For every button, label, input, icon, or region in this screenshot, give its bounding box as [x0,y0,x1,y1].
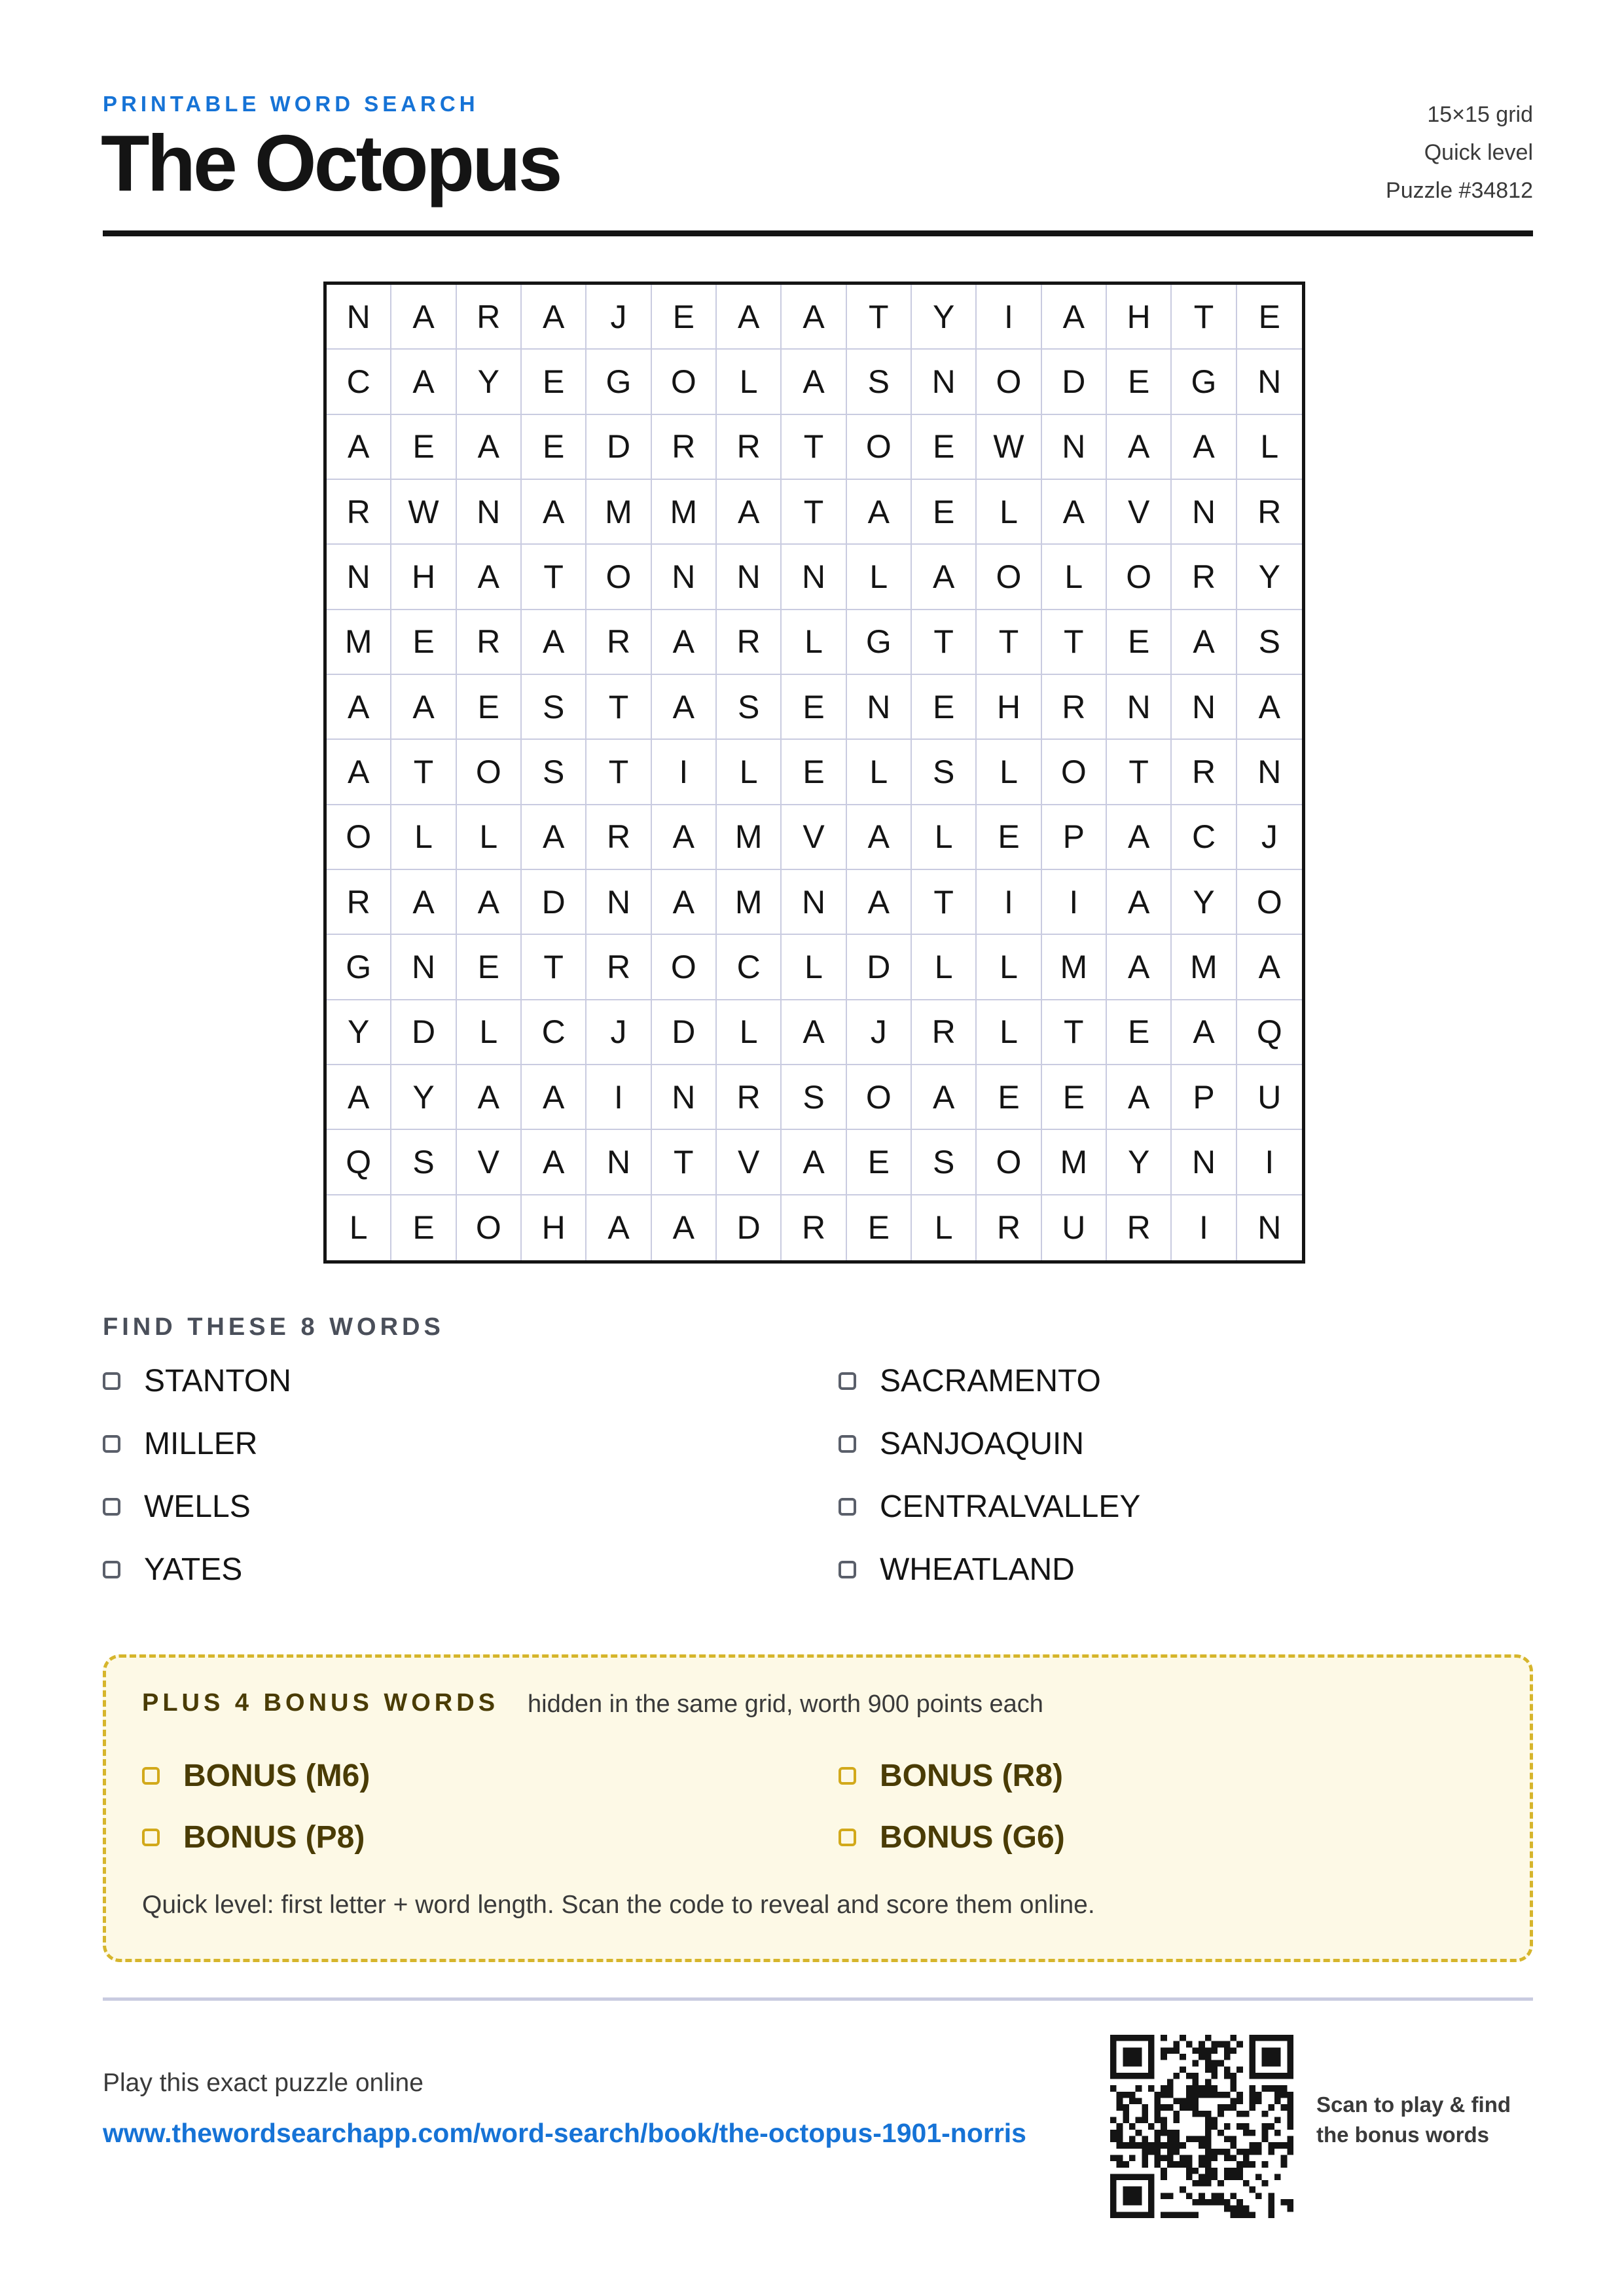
grid-cell[interactable]: O [977,350,1041,414]
grid-cell[interactable]: E [912,480,977,545]
grid-cell[interactable]: N [457,480,522,545]
grid-cell[interactable]: A [1107,1065,1172,1130]
grid-cell[interactable]: L [782,610,846,675]
grid-cell[interactable]: O [586,545,651,610]
grid-cell[interactable]: E [847,1195,912,1260]
grid-cell[interactable]: L [717,350,782,414]
footer-rule [103,1997,1533,2001]
grid-cell[interactable]: O [847,1065,912,1130]
grid-cell[interactable]: L [847,545,912,610]
grid-cell[interactable]: A [782,1130,846,1195]
grid-cell[interactable]: M [1042,935,1107,1000]
checkbox-icon[interactable] [839,1767,856,1785]
grid-cell[interactable]: O [652,350,717,414]
grid-cell[interactable]: L [717,1000,782,1065]
grid-cell[interactable]: A [847,480,912,545]
grid-cell[interactable]: N [586,1130,651,1195]
grid-cell[interactable]: I [977,285,1041,350]
checkbox-icon[interactable] [839,1372,856,1390]
grid-cell[interactable]: I [1172,1195,1236,1260]
grid-cell[interactable]: A [847,805,912,870]
grid-cell[interactable]: A [847,870,912,935]
grid-cell[interactable]: V [717,1130,782,1195]
grid-cell[interactable]: O [847,415,912,480]
grid-cell[interactable]: E [782,740,846,805]
word-item[interactable] [103,1426,257,1462]
grid-cell[interactable]: E [457,935,522,1000]
page-title: The Octopus [101,118,560,208]
grid-cell[interactable]: L [847,740,912,805]
grid-cell[interactable]: A [391,870,456,935]
grid-cell[interactable]: I [652,740,717,805]
word-label: STANTON [144,1364,291,1398]
grid-cell[interactable]: A [1172,610,1236,675]
grid-cell[interactable]: D [391,1000,456,1065]
grid-cell[interactable]: R [1237,480,1302,545]
grid-cell[interactable]: A [652,675,717,740]
grid-cell[interactable]: O [327,805,391,870]
grid-cell[interactable]: A [522,480,586,545]
bonus-item[interactable] [142,1819,365,1855]
grid-cell[interactable]: T [586,740,651,805]
grid-cell[interactable]: U [1237,1065,1302,1130]
grid-cell[interactable]: T [1042,1000,1107,1065]
grid-cell[interactable]: A [522,285,586,350]
grid-cell[interactable]: W [391,480,456,545]
grid-cell[interactable]: L [912,1195,977,1260]
grid-cell[interactable]: V [782,805,846,870]
grid-cell[interactable]: N [1042,415,1107,480]
grid-cell[interactable]: J [586,285,651,350]
grid-cell[interactable]: S [912,740,977,805]
grid-cell[interactable]: R [1172,545,1236,610]
grid-cell[interactable]: A [327,675,391,740]
grid-cell[interactable]: D [717,1195,782,1260]
grid-cell[interactable]: A [391,285,456,350]
grid-cell[interactable]: W [977,415,1041,480]
grid-cell[interactable]: S [847,350,912,414]
grid-cell[interactable]: E [782,675,846,740]
grid-cell[interactable]: T [1042,610,1107,675]
checkbox-icon[interactable] [103,1561,120,1578]
grid-cell[interactable]: N [391,935,456,1000]
grid-cell[interactable]: L [1042,545,1107,610]
grid-cell[interactable]: E [652,285,717,350]
grid-cell[interactable]: R [652,415,717,480]
word-label: WELLS [144,1489,251,1524]
grid-cell[interactable]: Y [1237,545,1302,610]
grid-cell[interactable]: J [586,1000,651,1065]
grid-cell[interactable]: A [1042,480,1107,545]
grid-cell[interactable]: A [391,675,456,740]
grid-cell[interactable]: Y [457,350,522,414]
word-label: WHEATLAND [880,1552,1075,1587]
grid-cell[interactable]: A [782,1000,846,1065]
grid-cell[interactable]: A [522,610,586,675]
bonus-note: Quick level: first letter + word length. Scan the code to reveal and score them online. [142,1891,1095,1919]
checkbox-icon[interactable] [103,1498,120,1516]
grid-cell[interactable]: V [457,1130,522,1195]
grid-cell[interactable]: A [391,350,456,414]
grid-cell[interactable]: R [327,870,391,935]
grid-cell[interactable]: A [522,805,586,870]
grid-cell[interactable]: M [327,610,391,675]
grid-cell[interactable]: R [912,1000,977,1065]
grid-cell[interactable]: A [457,415,522,480]
grid-cell[interactable]: T [912,870,977,935]
grid-cell[interactable]: D [586,415,651,480]
word-item[interactable] [839,1363,1101,1399]
checkbox-icon[interactable] [839,1561,856,1578]
grid-cell[interactable]: R [457,285,522,350]
grid-cell[interactable]: A [717,480,782,545]
grid-cell[interactable]: E [977,805,1041,870]
grid-cell[interactable]: N [912,350,977,414]
grid-cell[interactable]: O [1237,870,1302,935]
grid-cell[interactable]: L [977,740,1041,805]
grid-cell[interactable]: C [522,1000,586,1065]
word-item[interactable] [839,1426,1084,1462]
grid-cell[interactable]: N [1257,1209,1282,1247]
grid-cell[interactable]: M [1172,935,1236,1000]
grid-cell[interactable]: N [782,545,846,610]
puzzle-meta [1386,96,1533,210]
grid-cell[interactable]: I [586,1065,651,1130]
grid-cell[interactable]: A [1172,415,1236,480]
grid-cell[interactable]: E [391,610,456,675]
checkbox-icon[interactable] [142,1829,160,1846]
grid-cell[interactable]: T [652,1130,717,1195]
grid-cell[interactable]: D [1042,350,1107,414]
word-label: CENTRALVALLEY [880,1489,1141,1524]
grid-cell[interactable]: E [391,1195,456,1260]
grid-cell[interactable]: L [977,935,1041,1000]
grid-cell[interactable]: A [652,805,717,870]
grid-cell[interactable]: L [912,805,977,870]
grid-cell[interactable]: L [782,935,846,1000]
grid-cell[interactable]: N [782,870,846,935]
grid-cell[interactable]: H [977,675,1041,740]
grid-cell[interactable]: E [977,1065,1041,1130]
grid-cell[interactable]: Q [327,1130,391,1195]
checkbox-icon[interactable] [839,1498,856,1516]
grid-cell[interactable]: A [1107,870,1172,935]
grid-cell[interactable]: O [1107,545,1172,610]
grid-cell[interactable]: N [847,675,912,740]
grid-cell[interactable]: A [522,1130,586,1195]
grid-cell[interactable]: D [522,870,586,935]
grid-cell[interactable]: N [652,545,717,610]
checkbox-icon[interactable] [103,1435,120,1453]
grid-cell[interactable]: Y [1172,870,1236,935]
grid-cell[interactable]: R [717,610,782,675]
grid-cell[interactable]: A [912,1065,977,1130]
grid-cell[interactable]: D [847,935,912,1000]
grid-cell[interactable]: A [327,740,391,805]
grid-cell[interactable]: N [1237,350,1302,414]
grid-cell[interactable]: T [586,675,651,740]
grid-cell[interactable]: I [1237,1130,1302,1195]
letter-grid [323,282,1305,1264]
grid-cell[interactable]: A [1042,285,1107,350]
grid-cell[interactable]: H [391,545,456,610]
grid-cell[interactable]: A [327,415,391,480]
grid-cell[interactable]: A [1107,805,1172,870]
eyebrow-label: PRINTABLE WORD SEARCH [103,92,479,116]
bonus-item[interactable] [839,1758,1063,1794]
grid-cell[interactable]: T [522,545,586,610]
grid-cell[interactable]: N [1172,480,1236,545]
grid-cell[interactable]: O [652,935,717,1000]
grid-cell[interactable]: S [912,1130,977,1195]
grid-cell[interactable]: N [1172,675,1236,740]
bonus-label: BONUS (G6) [880,1820,1065,1855]
grid-cell[interactable]: A [717,285,782,350]
grid-cell[interactable]: A [457,870,522,935]
grid-cell[interactable]: A [1172,1000,1236,1065]
grid-cell[interactable]: N [327,545,391,610]
bonus-label: BONUS (M6) [183,1758,370,1793]
grid-cell[interactable]: N [327,285,391,350]
checkbox-icon[interactable] [839,1829,856,1846]
puzzle-url-link[interactable]: www.thewordsearchapp.com/word-search/book/the-octopus-1901-norris [103,2118,1026,2148]
grid-cell[interactable]: M [1042,1130,1107,1195]
level-label: Quick level [1424,140,1533,165]
grid-cell[interactable]: S [522,675,586,740]
grid-cell[interactable]: A [652,610,717,675]
grid-cell[interactable]: R [586,935,651,1000]
grid-cell[interactable]: E [391,415,456,480]
grid-cell[interactable]: O [457,1195,522,1260]
grid-cell[interactable]: T [847,285,912,350]
grid-cell[interactable]: T [977,610,1041,675]
grid-cell[interactable]: A [1107,415,1172,480]
grid-cell[interactable]: J [847,1000,912,1065]
grid-cell[interactable]: R [1172,740,1236,805]
grid-cell[interactable]: E [1107,350,1172,414]
grid-cell[interactable]: S [391,1130,456,1195]
grid-cell[interactable]: E [1042,1065,1107,1130]
grid-cell[interactable]: A [457,545,522,610]
grid-cell[interactable]: T [912,610,977,675]
bonus-subtitle: hidden in the same grid, worth 900 points each [528,1690,1043,1718]
grid-cell[interactable]: S [1237,610,1302,675]
grid-cell[interactable]: N [1172,1130,1236,1195]
grid-cell[interactable]: P [1172,1065,1236,1130]
grid-cell[interactable]: R [717,415,782,480]
grid-cell[interactable]: R [717,1065,782,1130]
grid-cell[interactable]: A [652,1195,717,1260]
grid-cell[interactable]: H [1107,285,1172,350]
grid-cell[interactable]: R [782,1195,846,1260]
grid-cell[interactable]: E [457,675,522,740]
checkbox-icon[interactable] [142,1767,160,1785]
grid-cell[interactable]: A [327,1065,391,1130]
grid-cell[interactable]: I [1042,870,1107,935]
qr-caption: Scan to play & find the bonus words [1316,2092,1511,2147]
grid-cell[interactable]: E [522,415,586,480]
grid-cell[interactable]: T [782,480,846,545]
grid-cell[interactable]: Y [391,1065,456,1130]
grid-cell[interactable]: E [912,415,977,480]
grid-cell[interactable]: M [717,870,782,935]
grid-cell[interactable]: O [1042,740,1107,805]
grid-cell[interactable]: L [327,1195,391,1260]
grid-cell[interactable]: S [782,1065,846,1130]
grid-cell[interactable]: N [586,870,651,935]
checkbox-icon[interactable] [103,1372,120,1390]
word-item[interactable] [839,1489,1140,1525]
grid-cell[interactable]: G [327,935,391,1000]
bonus-item[interactable] [142,1758,370,1794]
grid-cell[interactable]: A [1237,935,1302,1000]
play-online-text: Play this exact puzzle online [103,2069,424,2097]
grid-cell[interactable]: O [977,1130,1041,1195]
grid-cell[interactable]: E [1107,1000,1172,1065]
grid-cell[interactable]: A [782,350,846,414]
grid-cell[interactable]: A [522,1065,586,1130]
bonus-label: BONUS (R8) [880,1758,1064,1793]
bonus-heading: PLUS 4 BONUS WORDS [142,1689,499,1717]
grid-cell[interactable]: L [457,805,522,870]
grid-cell[interactable]: Y [912,285,977,350]
word-label: YATES [144,1552,243,1587]
grid-cell[interactable]: P [1042,805,1107,870]
word-item[interactable] [103,1552,242,1588]
grid-cell[interactable]: T [522,935,586,1000]
grid-cell[interactable]: A [912,545,977,610]
grid-cell[interactable]: E [1237,285,1302,350]
grid-cell[interactable]: N [652,1065,717,1130]
grid-cell[interactable]: S [717,675,782,740]
grid-cell[interactable]: E [1107,610,1172,675]
puzzle-number-label: Puzzle #34812 [1386,178,1533,203]
checkbox-icon[interactable] [839,1435,856,1453]
grid-cell[interactable]: G [1172,350,1236,414]
grid-cell[interactable]: M [652,480,717,545]
grid-cell[interactable]: R [586,805,651,870]
grid-cell[interactable]: R [586,610,651,675]
grid-cell[interactable]: L [717,740,782,805]
grid-cell[interactable]: Y [327,1000,391,1065]
header-rule [103,230,1533,236]
grid-cell[interactable]: H [522,1195,586,1260]
grid-cell[interactable]: N [1237,740,1302,805]
word-item[interactable] [103,1489,251,1525]
word-label: MILLER [144,1427,258,1461]
grid-cell[interactable]: L [1237,415,1302,480]
grid-cell[interactable]: A [782,285,846,350]
grid-cell[interactable]: L [977,1000,1041,1065]
grid-cell[interactable]: T [391,740,456,805]
grid-cell[interactable]: L [457,1000,522,1065]
grid-cell[interactable]: L [912,935,977,1000]
grid-cell[interactable]: A [652,870,717,935]
grid-cell[interactable]: A [1237,675,1302,740]
grid-cell[interactable]: N [1107,675,1172,740]
grid-cell[interactable]: Q [1237,1000,1302,1065]
grid-cell[interactable]: R [977,1195,1041,1260]
grid-cell[interactable]: T [782,415,846,480]
grid-cell[interactable]: O [457,740,522,805]
grid-cell[interactable]: L [391,805,456,870]
word-label: SANJOAQUIN [880,1427,1085,1461]
word-item[interactable] [839,1552,1075,1588]
qr-code-icon[interactable] [1110,2035,1293,2218]
grid-cell[interactable]: D [652,1000,717,1065]
grid-cell[interactable]: Y [1107,1130,1172,1195]
grid-cell[interactable]: T [1107,740,1172,805]
grid-cell[interactable]: R [327,480,391,545]
grid-cell[interactable]: V [1107,480,1172,545]
bonus-item[interactable] [839,1819,1065,1855]
grid-cell[interactable]: R [1107,1195,1172,1260]
grid-cell[interactable]: O [977,545,1041,610]
grid-cell[interactable]: I [977,870,1041,935]
grid-cell[interactable]: R [1042,675,1107,740]
grid-cell[interactable]: G [586,350,651,414]
grid-cell[interactable]: A [1107,935,1172,1000]
grid-cell[interactable]: U [1042,1195,1107,1260]
word-label: SACRAMENTO [880,1364,1101,1398]
grid-cell[interactable]: R [457,610,522,675]
word-item[interactable] [103,1363,291,1399]
bonus-label: BONUS (P8) [183,1820,365,1855]
grid-cell[interactable]: C [1172,805,1236,870]
grid-cell[interactable]: T [1172,285,1236,350]
word-list-heading: FIND THESE 8 WORDS [103,1313,444,1341]
grid-cell[interactable]: G [847,610,912,675]
grid-cell[interactable]: N [717,545,782,610]
grid-cell[interactable]: C [327,350,391,414]
grid-cell[interactable]: L [977,480,1041,545]
grid-cell[interactable]: E [522,350,586,414]
grid-cell[interactable]: M [717,805,782,870]
grid-cell[interactable]: M [586,480,651,545]
grid-size-label: 15×15 grid [1427,102,1533,127]
grid-cell[interactable]: E [912,675,977,740]
grid-cell[interactable]: A [457,1065,522,1130]
grid-cell[interactable]: E [847,1130,912,1195]
grid-cell[interactable]: J [1237,805,1302,870]
grid-cell[interactable]: S [522,740,586,805]
grid-cell[interactable]: A [586,1195,651,1260]
grid-cell[interactable]: C [717,935,782,1000]
